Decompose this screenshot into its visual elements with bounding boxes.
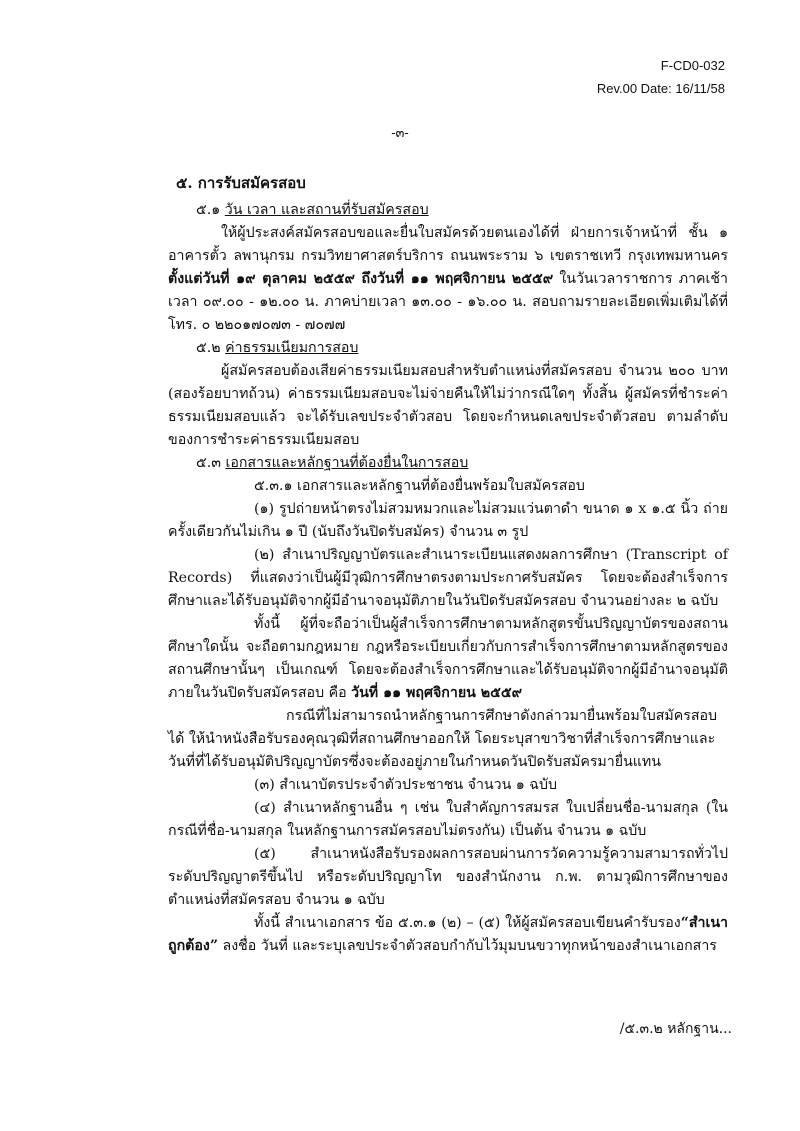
subsection-5-1-body [168, 222, 728, 337]
continuation-note: /๕.๓.๒ หลักฐาน... [619, 1021, 732, 1037]
certificate-case-note: กรณีที่ไม่สามารถนำหลักฐานการศึกษาดังกล่าวมายื่นพร้อมใบสมัครสอบได้ ให้นำหนังสือรับรองคุณวุฒิที่สถานศึกษาออกให้ โดยระบุสาขาวิชาที่สำเร็จการศึกษาและวันที่ที่ได้รับอนุมัติปริญญาบัตรซึ่งจะต้องอยู่ภายในกำหนดวันปิดรับสมัครมายื่นแทน [168, 708, 718, 770]
revision-date: Rev.00 Date: 16/11/58 [596, 81, 725, 96]
subsection-5-2-heading [168, 337, 728, 360]
application-period: ตั้งแต่วันที่ ๑๙ ตุลาคม ๒๕๕๙ ถึงวันที่ ๑๑ พฤศจิกายน ๒๕๕๙ [168, 271, 554, 287]
page-number: -๓- [391, 125, 409, 140]
document-body [168, 172, 728, 958]
subsection-title: ค่าธรรมเนียมการสอบ [225, 340, 359, 356]
document-item-4: (๔) สำเนาหลักฐานอื่น ๆ เช่น ใบสำคัญการสมรส ใบเปลี่ยนชื่อ-นามสกุล (ในกรณีที่ชื่อ-นามสกุล ในหลักฐานการสมัครสอบไม่ตรงกัน) เป็นต้น จำนวน ๑ ฉบับ [168, 800, 728, 839]
application-hours-text: ในวันเวลาราชการ ภาคเช้าเวลา ๐๙.๐๐ - ๑๒.๐๐ น. ภาคบ่ายเวลา ๑๓.๐๐ - ๑๖.๐๐ น. สอบถามรายละเอียดเพิ่มเติมได้ที่ โทร. ๐ ๒๒๐๑๗๐๗๓ - ๗๐๗๗ [168, 271, 728, 333]
subsection-5-3-1-title: ๕.๓.๑ เอกสารและหลักฐานที่ต้องยื่นพร้อมใบสมัครสอบ [254, 478, 585, 494]
certified-copy-phrase: “สำเนาถูกต้อง” [168, 915, 728, 954]
certification-note-text: ทั้งนี้ สำเนาเอกสาร ข้อ ๕.๓.๑ (๒) – (๕) ให้ผู้สมัครสอบเขียนคำรับรอง [254, 915, 681, 931]
document-item-3: (๓) สำเนาบัตรประจำตัวประชาชน จำนวน ๑ ฉบับ [254, 777, 557, 793]
document-item-2: (๒) สำเนาปริญญาบัตรและสำเนาระเบียนแสดงผลการศึกษา (Transcript of Records) ที่แสดงว่าเป็นผู้มีวุฒิการศึกษาตรงตามประกาศรับสมัคร โดยจะต้องสำเร็จการศึกษาและได้รับอนุมัติจากผู้มีอำนาจอนุมัติภายในวันปิดรับสมัครสอบ จำนวนอย่างละ ๒ ฉบับ [168, 547, 728, 609]
form-code: F-CD0-032 [660, 58, 725, 73]
certification-note-end: ลงชื่อ วันที่ และระบุเลขประจำตัวสอบกำกับไว้มุมบนขวาทุกหน้าของสำเนาเอกสาร [218, 938, 717, 954]
document-code-block [597, 54, 725, 100]
application-place-text: ให้ผู้ประสงค์สมัครสอบขอและยื่นใบสมัครด้วยตนเองได้ที่ ฝ่ายการเจ้าหน้าที่ ชั้น ๑ อาคารตั้ว ลพานุกรม กรมวิทยาศาสตร์บริการ ถนนพระราม ๖ เขตราชเทวี กรุงเทพมหานคร [168, 225, 728, 264]
subsection-5-2-body: ผู้สมัครสอบต้องเสียค่าธรรมเนียมสอบสำหรับตำแหน่งที่สมัครสอบ จำนวน ๒๐๐ บาท (สองร้อยบาทถ้วน) ค่าธรรมเนียมสอบจะไม่จ่ายคืนให้ไม่ว่ากรณีใดๆ ทั้งสิ้น ผู้สมัครที่ชำระค่าธรรมเนียมสอบแล้ว จะได้รับเลขประจำตัวสอบ โดยจะกำหนดเลขประจำตัวสอบ ตามลำดับของการชำระค่าธรรมเนียมสอบ [168, 363, 728, 448]
document-item-5: (๕) สำเนาหนังสือรับรองผลการสอบผ่านการวัดความรู้ความสามารถทั่วไป ระดับปริญญาตรีขึ้นไป หรือระดับปริญญาโท ของสำนักงาน ก.พ. ตามวุฒิการศึกษาของตำแหน่งที่สมัครสอบ จำนวน ๑ ฉบับ [168, 846, 728, 908]
subsection-number: ๕.๒ [196, 340, 221, 356]
section-title: ๕. การรับสมัครสอบ [176, 174, 306, 192]
document-item-1: (๑) รูปถ่ายหน้าตรงไม่สวมหมวกและไม่สวมแว่นตาดำ ขนาด ๑ x ๑.๕ นิ้ว ถ่ายครั้งเดียวกันไม่เกิน ๑ ปี (นับถึงวันปิดรับสมัคร) จำนวน ๓ รูป [168, 501, 728, 540]
subsection-5-3-heading [168, 452, 728, 475]
graduation-note-text: ทั้งนี้ ผู้ที่จะถือว่าเป็นผู้สำเร็จการศึกษาตามหลักสูตรขั้นปริญญาบัตรของสถานศึกษาใดนั้น จะถือตามกฎหมาย กฎหรือระเบียบเกี่ยวกับการสำเร็จการศึกษาตามหลักสูตรของสถานศึกษานั้นๆ เป็นเกณฑ์ โดยจะต้องสำเร็จการศึกษาและได้รับอนุมัติจากผู้มีอำนาจอนุมัติภายในวันปิดรับสมัครสอบ คือ [168, 616, 728, 701]
subsection-title: วัน เวลา และสถานที่รับสมัครสอบ [224, 202, 429, 218]
graduation-deadline: วันที่ ๑๑ พฤศจิกายน ๒๕๕๙ [351, 685, 523, 701]
certification-note [168, 912, 728, 958]
subsection-5-1-heading [168, 199, 728, 222]
subsection-number: ๕.๑ [196, 202, 221, 218]
subsection-title: เอกสารและหลักฐานที่ต้องยื่นในการสอบ [225, 455, 469, 471]
subsection-number: ๕.๓ [196, 455, 221, 471]
graduation-note [168, 613, 728, 705]
